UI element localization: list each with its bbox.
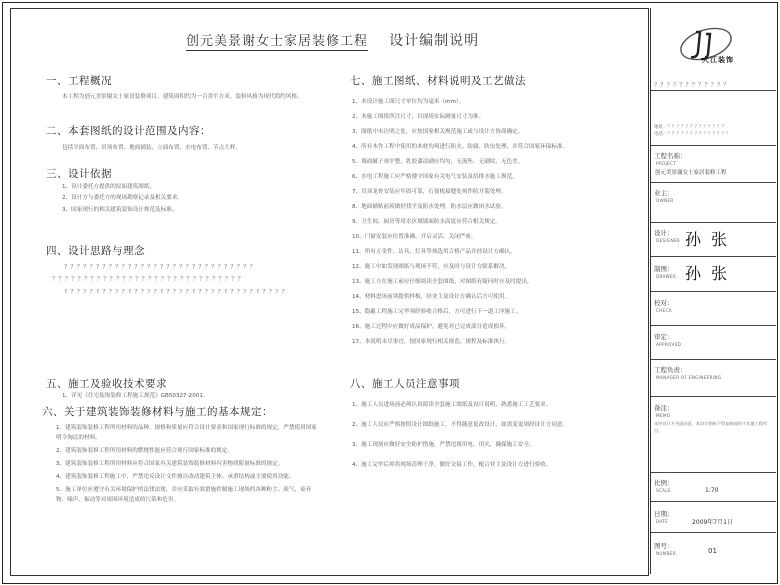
list-item: 2、建筑装饰装修工程所用材料的燃烧性能应符合现行国家标准的规定。 xyxy=(56,448,233,454)
section-3-title: 三、设计依据 xyxy=(46,168,112,180)
list-item: 1、建筑装饰装修工程所用材料的品种、规格和质量应符合设计要求和国家现行标准的规定，严禁使用国家明令淘汰的材料。 xyxy=(56,425,317,441)
section-5-title: 五、施工及验收技术要求 xyxy=(46,378,167,390)
number-label: 图号： xyxy=(654,542,674,550)
designer-signature: 孙张 xyxy=(685,230,738,249)
list-item: 4、施工完毕后须将现场清理干净，做好交接工作，配合业主及设计方进行验收。 xyxy=(352,462,552,468)
list-item: 1、施工人员进场前必须认真阅读全套施工图纸及设计说明，熟悉施工工艺要求。 xyxy=(352,402,552,408)
project-name: 创元美景谢女士家居装修工程 xyxy=(186,34,369,49)
list-item: 1、本设计施工图尺寸单位均为毫米（mm）。 xyxy=(352,99,465,105)
memo-text: 未经设计方书面同意，本设计图纸不得复制或用于其他工程项目。 xyxy=(654,421,768,433)
section-8-list xyxy=(352,395,632,475)
section-6-list xyxy=(56,423,320,505)
manager-label: 工程负责： xyxy=(654,366,687,374)
title-block-line xyxy=(651,359,776,360)
contact-line: 地址：？？？？？？？？？？？？？ xyxy=(654,125,726,130)
section-2-text: 包括平面布置、吊顶布置、地面铺装、立面布置、水电布置、节点大样。 xyxy=(62,145,242,151)
title-block-line xyxy=(651,396,776,397)
list-item: 4、所有木作工程中使用的木材均须进行防火、防腐、防虫处理，并符合国家环保标准。 xyxy=(352,144,569,150)
list-item: 5、施工单位应遵守有关环境保护的法律法规，并应采取有效措施控制施工现场的各种粉尘、废气、废弃物、噪声、振动等对周围环境造成的污染和危害。 xyxy=(56,487,312,503)
list-item: 10、门窗安装应位置准确、开启灵活、关闭严密。 xyxy=(352,234,477,240)
section-4-line: ？？？？？？？？？？？？？？？？？？？？？？？？？？？？？？ xyxy=(64,264,257,271)
date-label: 日期： xyxy=(654,510,674,518)
memo-sublabel: MEMO xyxy=(656,413,671,418)
section-6-title: 六、关于建筑装饰装修材料与施工的基本规定： xyxy=(42,406,273,418)
section-3-list xyxy=(62,182,183,216)
number-sublabel: NUMBER xyxy=(656,551,677,556)
scale-sublabel: SCALE xyxy=(656,488,671,493)
title-block-line xyxy=(651,182,776,183)
list-item: 2、施工人员应严格按照设计图纸施工，不得随意更改设计，如需变更须经设计方同意。 xyxy=(352,422,569,428)
list-item: 3、施工现场应做好安全防护措施，严禁违规用电、用火，确保施工安全。 xyxy=(352,442,535,448)
title-block-line xyxy=(651,291,776,292)
company-logo xyxy=(676,22,746,70)
section-2-title: 二、本套图纸的设计范围及内容： xyxy=(46,125,211,137)
document-title: 设计编制说明 xyxy=(389,33,480,49)
list-item: 13、施工方在施工前应仔细阅读全套图纸，对图纸有疑问时应及时提出。 xyxy=(352,279,533,285)
list-item: 8、地面铺贴前须做好找平及防水处理，防水层应做闭水试验。 xyxy=(352,204,507,210)
contact-line: 电话：？？？？？？？？？？？？？？ xyxy=(654,132,731,137)
project-label: 工程名称： xyxy=(654,152,687,160)
list-item: 3、建筑装饰装修工程所用材料应符合国家有关建筑装饰装修材料有害物质限量标准的规定。 xyxy=(56,461,284,467)
list-item: 16、施工过程中应做好成品保护，避免对已完成部分造成损坏。 xyxy=(352,324,511,330)
list-item: 9、卫生间、厨房等用水区域墙面防水高度应符合相关规定。 xyxy=(352,219,501,225)
check-sublabel: CHECK xyxy=(656,308,672,313)
list-item: 1、设计委托方提供的原始建筑图纸。 xyxy=(62,184,156,190)
title-block-line xyxy=(651,90,776,91)
section-4-title: 四、设计思路与理念 xyxy=(46,245,145,257)
section-5-list xyxy=(62,391,208,402)
section-1-text: 本工程为创元美景谢女士家居装修项目，建筑面积约为一百余平方米，装修风格为现代简约风格。 xyxy=(62,94,303,100)
section-1-title: 一、工程概况 xyxy=(46,75,112,87)
list-item: 11、所有五金件、洁具、灯具等须选用合格产品并经设计方确认。 xyxy=(352,249,516,255)
designer-sublabel: DESIGNER xyxy=(656,238,681,243)
designer-label: 设计： xyxy=(654,229,674,237)
scale-value: 1:70 xyxy=(705,487,719,494)
section-7-list xyxy=(352,95,632,350)
manager-sublabel: MANAGER OF ENGINEERING xyxy=(656,375,722,380)
title-block-line xyxy=(651,532,776,533)
section-7-title: 七、施工图纸、材料说明及工艺做法 xyxy=(350,75,526,87)
scale-label: 比例： xyxy=(654,479,674,487)
drawer-signature: 孙张 xyxy=(685,264,738,283)
list-item: 12、施工中如发现图纸与现场不符，应及时与设计方联系解决。 xyxy=(352,264,511,270)
list-item: 4、建筑装饰装修工程施工中，严禁违反设计文件擅自改动建筑主体、承重结构或主要使用功能。 xyxy=(56,474,295,480)
list-item: 3、图纸中未注明之处，应按国家相关规范施工或与设计方协商确定。 xyxy=(352,129,524,135)
project-value: 创元美景谢女士家居装修工程 xyxy=(655,170,727,176)
section-8-title: 八、施工人员注意事项 xyxy=(350,378,460,390)
company-subtitle: ？？？？？？？？？？？？ xyxy=(654,82,730,89)
title-block-line xyxy=(651,501,776,502)
title-block-line xyxy=(651,472,776,473)
check-label: 校对： xyxy=(654,299,674,307)
title-block-line xyxy=(651,222,776,223)
project-sublabel: PROJECT xyxy=(656,161,677,166)
number-value: 01 xyxy=(708,547,717,555)
list-item: 3、国家现行的相关建筑装饰设计规范及标准。 xyxy=(62,206,178,213)
list-item: 1、详见《住宅装饰装修工程施工规范》GB50327-2001。 xyxy=(62,393,209,399)
title-block-line xyxy=(651,325,776,326)
date-sublabel: DATE xyxy=(656,519,669,524)
memo-label: 备注： xyxy=(654,404,674,412)
list-item: 7、吊顶龙骨安装应牢固可靠，石膏板接缝处须作防开裂处理。 xyxy=(352,189,507,195)
list-item: 6、水电工程施工应严格遵守国家有关电气安装及给排水施工规范。 xyxy=(352,174,518,180)
title-block-line xyxy=(651,145,776,146)
date-value: 2009年7月1日 xyxy=(692,519,733,526)
approved-label: 审定： xyxy=(654,333,674,341)
approved-sublabel: APPROVED xyxy=(656,342,682,347)
list-item: 5、墙面腻子须平整，乳胶漆涂刷应均匀，无流坠、无刷纹、无色差。 xyxy=(352,159,524,165)
owner-label: 业主： xyxy=(654,189,674,197)
section-4-line: ？？？？？？？？？？？？？？？？？？？？？？？？？？？？？？ xyxy=(52,276,245,283)
company-name: 大江装饰 xyxy=(702,56,734,64)
list-item: 2、本施工图纸所注尺寸，以现场实际测量尺寸为准。 xyxy=(352,114,485,120)
list-item: 2、设计方与委托方的现场勘察记录及相关要求。 xyxy=(62,195,184,202)
owner-sublabel: OWNER xyxy=(656,198,674,203)
section-4-line: ？？？？？？？？？？？？？？？？？？？？？？？？？？？？？？？？？？？ xyxy=(64,289,289,296)
list-item: 15、隐蔽工程施工完毕须经验收合格后，方可进行下一道工序施工。 xyxy=(352,309,522,315)
list-item: 17、本说明未尽事宜，按国家现行相关规范、规程及标准执行。 xyxy=(352,339,511,345)
document-header xyxy=(186,30,479,50)
title-block-line xyxy=(651,256,776,257)
list-item: 14、材料进场前须提供样板，经业主及设计方确认后方可使用。 xyxy=(352,294,511,300)
drawer-sublabel: DRAWER xyxy=(656,274,677,279)
drawer-label: 制图： xyxy=(654,265,674,273)
